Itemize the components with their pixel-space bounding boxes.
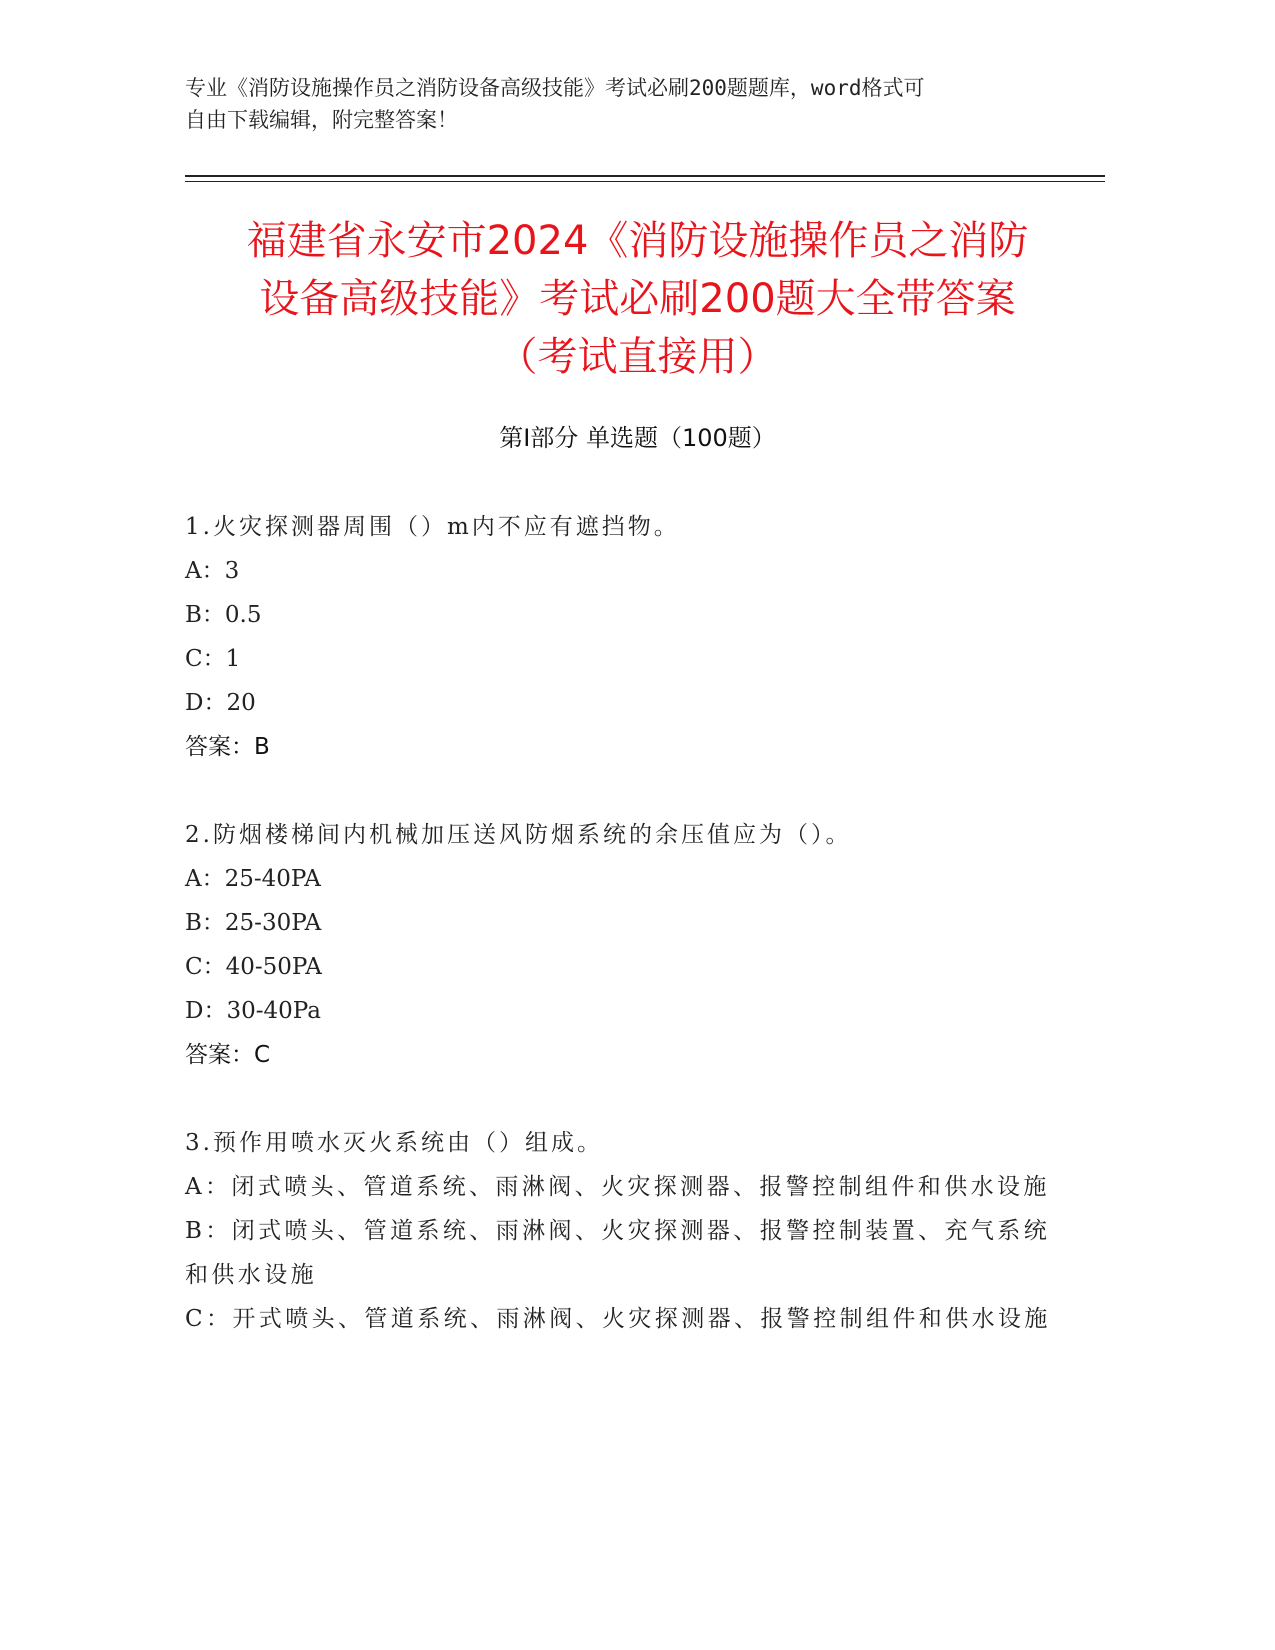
- option-b: B：0.5: [185, 602, 262, 628]
- option-b: B：闭式喷头、管道系统、雨淋阀、火灾探测器、报警控制装置、充气系统和供水设施: [185, 1218, 1051, 1288]
- header-divider: [185, 175, 1105, 177]
- option-a: A：闭式喷头、管道系统、雨淋阀、火灾探测器、报警控制组件和供水设施: [185, 1174, 1050, 1200]
- header-divider: [185, 181, 1105, 182]
- header-note-line: 专业《消防设施操作员之消防设备高级技能》考试必刷200题题库，word格式可: [185, 76, 925, 100]
- header-note-line: 自由下载编辑，附完整答案！: [185, 108, 458, 132]
- title-line: 福建省永安市2024《消防设施操作员之消防: [246, 218, 1029, 264]
- option-d: D：20: [185, 690, 256, 716]
- question-stem: 1.火灾探测器周围（）m内不应有遮挡物。: [185, 514, 680, 540]
- question-3: [185, 1121, 1065, 1341]
- question-stem: 2.防烟楼梯间内机械加压送风防烟系统的余压值应为（）。: [185, 822, 852, 848]
- option-c: C：1: [185, 646, 241, 672]
- title-line: 设备高级技能》考试必刷200题大全带答案: [259, 276, 1016, 322]
- header-note: [185, 72, 1065, 136]
- document-title: [150, 212, 1125, 386]
- option-a: A：25-40PA: [185, 866, 321, 892]
- title-line: （考试直接用）: [497, 334, 778, 380]
- option-c: C：开式喷头、管道系统、雨淋阀、火灾探测器、报警控制组件和供水设施: [185, 1306, 1051, 1332]
- option-c: C：40-50PA: [185, 954, 322, 980]
- option-b: B：25-30PA: [185, 910, 322, 936]
- option-a: A：3: [185, 558, 240, 584]
- question-2: [185, 813, 1065, 1077]
- answer-line: 答案：B: [185, 734, 270, 760]
- question-1: [185, 505, 1065, 769]
- answer-line: 答案：C: [185, 1042, 271, 1068]
- section-heading: 第I部分 单选题（100题）: [499, 424, 776, 452]
- question-list: [185, 505, 1065, 1385]
- question-stem: 3.预作用喷水灭火系统由（）组成。: [185, 1130, 603, 1156]
- option-d: D：30-40Pa: [185, 998, 321, 1024]
